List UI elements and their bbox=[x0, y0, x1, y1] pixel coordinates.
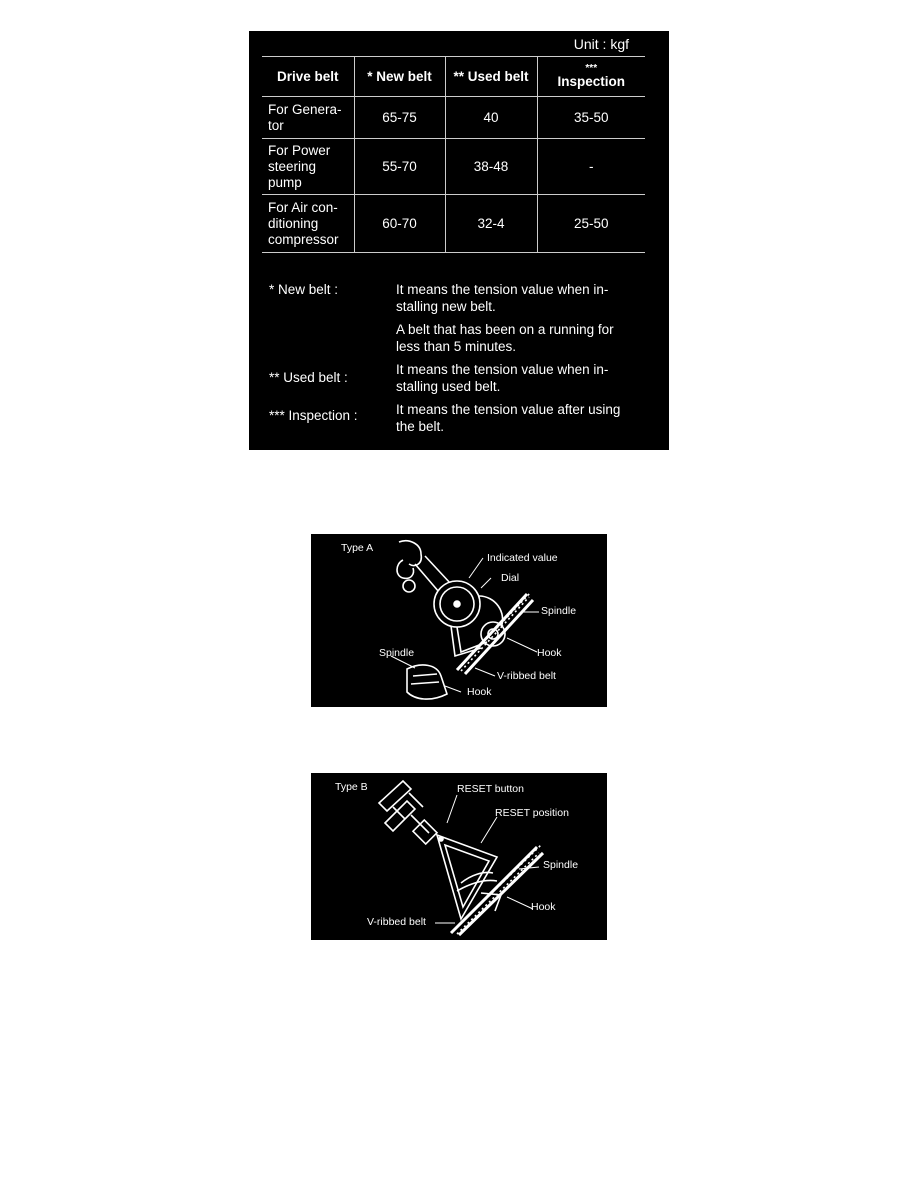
footnote-desc-line: less than 5 minutes. bbox=[396, 339, 517, 354]
cell-inspection: - bbox=[537, 139, 645, 195]
footnote-desc bbox=[396, 361, 649, 395]
table-row bbox=[262, 139, 645, 195]
row-name-line: For Air con- bbox=[268, 199, 338, 215]
row-name-line: For Genera- bbox=[268, 101, 342, 117]
type-a-gauge-drawing bbox=[311, 534, 607, 707]
cell-new: 55-70 bbox=[354, 139, 445, 195]
row-name-line: compressor bbox=[268, 231, 339, 247]
label-dial: Dial bbox=[501, 572, 520, 584]
label-spindle: Spindle bbox=[541, 605, 577, 617]
header-inspection-stars: *** bbox=[585, 62, 598, 74]
cell-inspection: 25-50 bbox=[537, 195, 645, 253]
header-inspection-label: Inspection bbox=[557, 73, 625, 89]
cell-used: 38-48 bbox=[445, 139, 537, 195]
label-hook-detail: Hook bbox=[467, 686, 492, 698]
row-name-line: steering bbox=[268, 158, 317, 174]
footnote-desc-line: the belt. bbox=[396, 419, 445, 434]
row-name bbox=[262, 139, 354, 195]
label-v-ribbed-belt: V-ribbed belt bbox=[497, 670, 556, 682]
label-hook: Hook bbox=[531, 901, 556, 913]
row-name-line: ditioning bbox=[268, 215, 319, 231]
figure-b-title: Type B bbox=[335, 781, 368, 793]
cell-new: 60-70 bbox=[354, 195, 445, 253]
header-drive-belt: Drive belt bbox=[262, 56, 354, 97]
label-reset-position: RESET position bbox=[495, 807, 569, 819]
cell-inspection: 35-50 bbox=[537, 97, 645, 139]
row-name-line: tor bbox=[268, 117, 284, 133]
table-row bbox=[262, 97, 645, 139]
table-header-row bbox=[262, 56, 645, 97]
unit-label: Unit : kgf bbox=[573, 36, 629, 52]
footnote-term: ** Used belt : bbox=[269, 370, 348, 385]
footnote-desc bbox=[396, 281, 649, 315]
footnote-term: *** Inspection : bbox=[269, 408, 358, 423]
label-indicated-value: Indicated value bbox=[487, 552, 558, 564]
tension-gauge-type-a-figure bbox=[311, 534, 607, 707]
footnote-desc-line: stalling used belt. bbox=[396, 379, 501, 394]
row-name bbox=[262, 195, 354, 253]
footnote-desc-line: It means the tension value when in- bbox=[396, 282, 609, 297]
footnotes bbox=[269, 281, 649, 441]
footnote-desc bbox=[396, 321, 649, 355]
row-name bbox=[262, 97, 354, 139]
footnote-new-belt bbox=[269, 281, 649, 315]
belt-tension-spec-panel bbox=[249, 31, 669, 450]
cell-new: 65-75 bbox=[354, 97, 445, 139]
footnote-inspection bbox=[269, 401, 649, 435]
footnote-desc-line: A belt that has been on a running for bbox=[396, 322, 614, 337]
row-name-line: For Power bbox=[268, 142, 331, 158]
row-name-line: pump bbox=[268, 174, 302, 190]
footnote-desc-line: stalling new belt. bbox=[396, 299, 496, 314]
label-v-ribbed-belt: V-ribbed belt bbox=[367, 916, 426, 928]
spec-table-wrap bbox=[262, 56, 645, 253]
footnote-used-belt bbox=[269, 361, 649, 395]
footnote-desc-line: It means the tension value when in- bbox=[396, 362, 609, 377]
label-hook: Hook bbox=[537, 647, 562, 659]
tension-gauge-type-b-figure bbox=[311, 773, 607, 940]
header-inspection bbox=[537, 56, 645, 97]
cell-used: 32-4 bbox=[445, 195, 537, 253]
footnote-new-belt-extra bbox=[269, 321, 649, 355]
type-b-gauge-drawing bbox=[311, 773, 607, 940]
label-reset-button: RESET button bbox=[457, 783, 524, 795]
footnote-term: * New belt : bbox=[269, 282, 339, 297]
cell-used: 40 bbox=[445, 97, 537, 139]
footnote-desc bbox=[396, 401, 649, 435]
footnote-desc-line: It means the tension value after using bbox=[396, 402, 621, 417]
header-new-belt: * New belt bbox=[354, 56, 445, 97]
label-spindle-detail: Spindle bbox=[379, 647, 415, 659]
tension-spec-table bbox=[262, 56, 645, 253]
figure-a-title: Type A bbox=[341, 542, 374, 554]
header-used-belt: ** Used belt bbox=[445, 56, 537, 97]
label-spindle: Spindle bbox=[543, 859, 579, 871]
table-row bbox=[262, 195, 645, 253]
